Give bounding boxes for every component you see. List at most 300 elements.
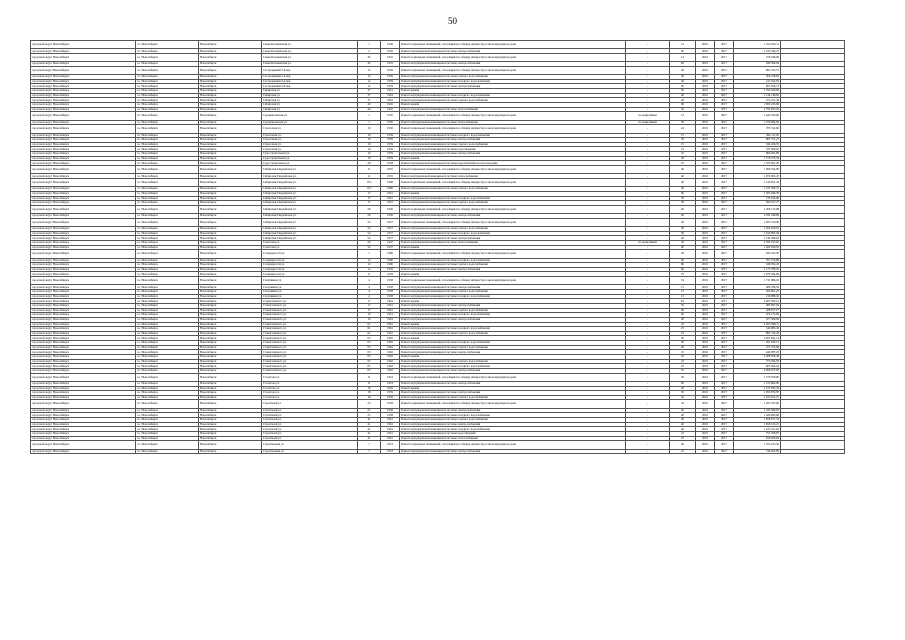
table-cell: Сибирская ул. bbox=[262, 103, 358, 108]
table-cell: Новосибирск bbox=[199, 317, 262, 322]
table-cell: 2016 bbox=[696, 290, 715, 295]
table-cell: 2 bbox=[358, 49, 381, 54]
table-cell: городской округ Новосибирск bbox=[31, 290, 136, 295]
table-cell: 2017 bbox=[715, 381, 734, 386]
table-cell: Столетова ул. bbox=[262, 386, 358, 391]
table-cell: 573 934,93 bbox=[734, 359, 781, 364]
table-cell: 15/1 bbox=[358, 178, 381, 186]
table-cell: Стрелочная ул. bbox=[262, 133, 358, 138]
table-cell: 2017 bbox=[715, 49, 734, 54]
table-cell: городской округ Новосибирск bbox=[31, 236, 136, 241]
table-cell: 4 bbox=[358, 294, 381, 299]
table-cell: Новосибирск bbox=[199, 391, 262, 396]
table-cell: Станиславского ул. bbox=[262, 359, 358, 364]
table-cell: городской округ Новосибирск bbox=[31, 152, 136, 157]
table-cell: 1961 bbox=[381, 427, 400, 432]
table-cell: городской округ Новосибирск bbox=[31, 422, 136, 427]
table-cell: 41 bbox=[358, 418, 381, 423]
table-cell: Средневолжская ул. bbox=[262, 120, 358, 125]
table-cell: Новосибирск bbox=[199, 107, 262, 112]
table-cell: Ремонт внутридомовой инженерной системы горячего водоснабжения bbox=[400, 418, 626, 423]
table-cell: городской округ Новосибирск bbox=[31, 133, 136, 138]
table-cell: г.о. Новосибирск bbox=[136, 107, 199, 112]
table-cell: 1 134 148,82 bbox=[734, 93, 781, 98]
table-cell: - bbox=[626, 368, 670, 373]
table-cell: Ремонт внутридомовой инженерной системы горячего водоснабжения bbox=[400, 227, 626, 232]
table-cell: 17 bbox=[358, 201, 381, 206]
table-cell: 2016 bbox=[696, 272, 715, 277]
table-cell: Сибирская-Гвардейская ул. bbox=[262, 236, 358, 241]
table-cell: 2017 bbox=[715, 152, 734, 157]
table-cell: Ремонт внутридомовой инженерной системы горячего водоснабжения bbox=[400, 142, 626, 147]
table-cell: Ремонт внутридомовой инженерной системы электроснабжения bbox=[400, 391, 626, 396]
table-cell: Новосибирск bbox=[199, 341, 262, 346]
table-cell: 40 bbox=[670, 240, 696, 245]
table-cell: 2017 bbox=[715, 313, 734, 318]
table-row bbox=[31, 205, 845, 213]
table-cell: - bbox=[626, 125, 670, 133]
table-cell: г.о. Новосибирск bbox=[136, 381, 199, 386]
table-cell: 2017 bbox=[715, 359, 734, 364]
table-cell: 1 263 535,00 bbox=[734, 400, 781, 408]
table-cell: 2017 bbox=[715, 331, 734, 336]
table-cell: 491 934,13 bbox=[734, 341, 781, 346]
table-cell: 45 bbox=[670, 355, 696, 360]
table-cell: Стрелочная ул. bbox=[262, 138, 358, 143]
table-cell: городской округ Новосибирск bbox=[31, 62, 136, 67]
table-cell: городской округ Новосибирск bbox=[31, 341, 136, 346]
table-cell: 2016 bbox=[696, 214, 715, 219]
table-cell: 2017 bbox=[715, 258, 734, 263]
table-cell: Сеньк Коломенская ул. bbox=[262, 53, 358, 61]
table-cell: 2017 bbox=[715, 125, 734, 133]
table-cell: 70 bbox=[670, 272, 696, 277]
table-cell: - bbox=[626, 373, 670, 381]
table-cell: 1959 bbox=[381, 79, 400, 84]
table-cell: Ремонт внутридомовой инженерной системы водоотведения bbox=[400, 431, 626, 436]
table-cell: 1955 bbox=[381, 174, 400, 179]
table-cell: Ремонт внутридомовой инженерной системы водоснабжения и водоотведения bbox=[400, 161, 626, 166]
table-cell: 1961 bbox=[381, 191, 400, 196]
table-cell: 1961 bbox=[381, 431, 400, 436]
table-cell: городской округ Новосибирск bbox=[31, 250, 136, 258]
table-cell: 1950 bbox=[381, 112, 400, 120]
table-cell: городской округ Новосибирск bbox=[31, 187, 136, 192]
table-cell: - bbox=[626, 178, 670, 186]
table-cell: г.о. Новосибирск bbox=[136, 431, 199, 436]
table-cell: г.о. Новосибирск bbox=[136, 449, 199, 454]
table-cell: Новосибирск bbox=[199, 49, 262, 54]
table-cell: 2017 bbox=[715, 201, 734, 206]
table-cell: 1960 bbox=[381, 250, 400, 258]
table-cell: городской округ Новосибирск bbox=[31, 267, 136, 272]
table-cell: г.о. Новосибирск bbox=[136, 236, 199, 241]
table-cell: 2017 bbox=[715, 373, 734, 381]
table-cell: - bbox=[626, 299, 670, 304]
table-cell: Станиславского ул. bbox=[262, 317, 358, 322]
table-row bbox=[31, 66, 845, 74]
table-cell: Ремонт внутридомовой инженерной системы теплоснабжения bbox=[400, 436, 626, 441]
table-cell: 37 bbox=[358, 89, 381, 94]
table-cell bbox=[781, 441, 845, 449]
table-cell: 25 bbox=[670, 350, 696, 355]
table-cell: Сибирская-Гвардейская ул. bbox=[262, 187, 358, 192]
table-cell: 54 bbox=[358, 236, 381, 241]
table-cell: г.о. Новосибирск bbox=[136, 49, 199, 54]
table-cell: - bbox=[626, 331, 670, 336]
table-cell: 2016 bbox=[696, 277, 715, 285]
table-cell: 25 bbox=[358, 408, 381, 413]
table-cell: г.о. Новосибирск bbox=[136, 294, 199, 299]
table-cell: 1961 bbox=[381, 313, 400, 318]
table-cell: 2017 bbox=[715, 138, 734, 143]
table-cell: 41 bbox=[358, 436, 381, 441]
table-cell: 41 bbox=[358, 427, 381, 432]
table-cell: городской округ Новосибирск bbox=[31, 431, 136, 436]
table-cell: г.о. Новосибирск bbox=[136, 436, 199, 441]
table-cell: 60 bbox=[670, 49, 696, 54]
table-cell: 30 bbox=[670, 196, 696, 201]
table-cell: Ремонт внутридомовой инженерной системы электроснабжения bbox=[400, 368, 626, 373]
table-cell: Ремонт внутридомовой инженерной системы электроснабжения bbox=[400, 449, 626, 454]
table-cell: 63 bbox=[358, 336, 381, 341]
table-cell: 25 bbox=[670, 436, 696, 441]
table-cell: 36 bbox=[670, 373, 696, 381]
table-cell: 54 bbox=[358, 218, 381, 226]
table-cell: 1958 bbox=[381, 408, 400, 413]
table-cell: Ремонт крыши bbox=[400, 272, 626, 277]
table-cell: 2016 bbox=[696, 133, 715, 138]
table-cell: 40 bbox=[670, 98, 696, 103]
table-cell: городской округ Новосибирск bbox=[31, 89, 136, 94]
table-body bbox=[31, 41, 845, 454]
table-cell: г.о. Новосибирск bbox=[136, 313, 199, 318]
table-cell: Новосибирск bbox=[199, 89, 262, 94]
table-cell: Судостроительная ул. bbox=[262, 156, 358, 161]
table-cell: 1960 bbox=[381, 258, 400, 263]
table-cell: Сестрорецкий 2-й пер. bbox=[262, 84, 358, 89]
table-cell: 2016 bbox=[696, 418, 715, 423]
table-row bbox=[31, 441, 845, 449]
table-cell bbox=[781, 205, 845, 213]
table-cell: 19 bbox=[358, 152, 381, 157]
table-cell: 19 bbox=[358, 125, 381, 133]
table-cell: г.о. Новосибирск bbox=[136, 174, 199, 179]
table-cell: 12 bbox=[358, 79, 381, 84]
table-cell: городской округ Новосибирск bbox=[31, 391, 136, 396]
table-cell: г.о. Новосибирск bbox=[136, 187, 199, 192]
table-cell: Станиславского ул. bbox=[262, 331, 358, 336]
table-cell: 1961 bbox=[381, 98, 400, 103]
table-cell: 1959 bbox=[381, 152, 400, 157]
table-cell: 60 bbox=[670, 381, 696, 386]
table-cell: городской округ Новосибирск bbox=[31, 313, 136, 318]
table-cell: Новосибирск bbox=[199, 196, 262, 201]
table-cell: Ремонт крыши bbox=[400, 322, 626, 327]
table-cell: 40 bbox=[670, 413, 696, 418]
table-cell: 2016 bbox=[696, 49, 715, 54]
table-cell: 2016 bbox=[696, 152, 715, 157]
table-cell: г.о. Новосибирск bbox=[136, 364, 199, 369]
table-cell: 40 bbox=[670, 408, 696, 413]
table-cell: 60 bbox=[670, 103, 696, 108]
table-cell: г.о. Новосибирск bbox=[136, 400, 199, 408]
table-cell: - bbox=[626, 294, 670, 299]
table-cell: 1 099 164,00 bbox=[734, 166, 781, 174]
table-cell: 40 bbox=[670, 418, 696, 423]
table-cell: 2017 bbox=[715, 41, 734, 49]
table-cell: Станиславского ул. bbox=[262, 355, 358, 360]
table-cell: 2017 bbox=[715, 196, 734, 201]
table-cell: Новосибирск bbox=[199, 381, 262, 386]
table-cell: Ремонт внутридомовой инженерной системы холодного водоснабжения bbox=[400, 231, 626, 236]
table-cell: Новосибирск bbox=[199, 142, 262, 147]
table-cell: Ремонт внутридомовой инженерной системы холодного водоснабжения bbox=[400, 427, 626, 432]
table-cell: городской округ Новосибирск bbox=[31, 75, 136, 80]
table-cell: г.о. Новосибирск bbox=[136, 272, 199, 277]
table-cell: Ремонт подвальных помещений, относящихся к общему имуществу в многоквартирном доме bbox=[400, 53, 626, 61]
table-cell: 2017 bbox=[715, 133, 734, 138]
table-cell: Новосибирск bbox=[199, 368, 262, 373]
table-cell: 1 143 951,43 bbox=[734, 178, 781, 186]
table-cell: 1956 bbox=[381, 41, 400, 49]
table-cell: Новосибирск bbox=[199, 62, 262, 67]
table-cell: 2017 bbox=[715, 341, 734, 346]
table-cell: Ремонт внутридомовой инженерной системы электроснабжения bbox=[400, 267, 626, 272]
table-cell: 1961 bbox=[381, 201, 400, 206]
table-cell: 7 bbox=[358, 449, 381, 454]
table-cell: - bbox=[626, 400, 670, 408]
table-cell: 477 309,09 bbox=[734, 317, 781, 322]
table-cell: 54 bbox=[358, 227, 381, 232]
table-cell: 2016 bbox=[696, 368, 715, 373]
table-cell: Сибирская ул. bbox=[262, 107, 358, 112]
table-cell: 819 829,64 bbox=[734, 436, 781, 441]
table-cell: 11 bbox=[358, 373, 381, 381]
table-cell: 1 bbox=[358, 112, 381, 120]
table-cell: городской округ Новосибирск bbox=[31, 240, 136, 245]
repair-plan-table bbox=[30, 40, 845, 454]
table-cell: городской округ Новосибирск bbox=[31, 308, 136, 313]
table-cell: 40 bbox=[670, 93, 696, 98]
table-cell: Ремонт внутридомовой инженерной системы холодного водоснабжения bbox=[400, 313, 626, 318]
table-cell: г.о. Новосибирск bbox=[136, 240, 199, 245]
table-cell: Новосибирск bbox=[199, 214, 262, 219]
table-cell: 2017 bbox=[715, 308, 734, 313]
table-cell: городской округ Новосибирск bbox=[31, 331, 136, 336]
table-cell: - bbox=[626, 436, 670, 441]
table-cell: 15 bbox=[670, 285, 696, 290]
table-cell: 63 bbox=[358, 341, 381, 346]
table-cell: 1 262 616,91 bbox=[734, 227, 781, 232]
table-cell: Новосибирск bbox=[199, 236, 262, 241]
table-cell: 2016 bbox=[696, 79, 715, 84]
table-cell: Новосибирск bbox=[199, 178, 262, 186]
table-cell: 1958 bbox=[381, 413, 400, 418]
table-cell: Новосибирск bbox=[199, 120, 262, 125]
table-cell: 2017 bbox=[715, 355, 734, 360]
table-cell: городской округ Новосибирск bbox=[31, 191, 136, 196]
table-cell: 2016 bbox=[696, 299, 715, 304]
table-cell: 2017 bbox=[715, 267, 734, 272]
table-cell: 25 bbox=[670, 161, 696, 166]
table-cell: 1961 bbox=[381, 317, 400, 322]
page-number: 50 bbox=[448, 16, 457, 26]
table-cell: 61 bbox=[358, 322, 381, 327]
table-cell: г.о. Новосибирск bbox=[136, 263, 199, 268]
table-row bbox=[31, 53, 845, 61]
table-cell: 2017 bbox=[715, 327, 734, 332]
table-cell: 2016 bbox=[696, 303, 715, 308]
table-cell: 54 bbox=[358, 231, 381, 236]
table-cell: 2017 bbox=[715, 277, 734, 285]
table-cell: городской округ Новосибирск bbox=[31, 272, 136, 277]
table-cell: 1 553 235,30 bbox=[734, 441, 781, 449]
table-cell: городской округ Новосибирск bbox=[31, 120, 136, 125]
table-cell: г.о. Новосибирск bbox=[136, 386, 199, 391]
table-cell: 1 155 604,00 bbox=[734, 381, 781, 386]
table-cell: 2016 bbox=[696, 331, 715, 336]
table-cell: Новосибирск bbox=[199, 272, 262, 277]
table-cell: 605 462,45 bbox=[734, 364, 781, 369]
table-cell: 2016 bbox=[696, 313, 715, 318]
table-cell: 25 bbox=[670, 431, 696, 436]
table-cell: г.о. Новосибирск bbox=[136, 156, 199, 161]
table-cell: Сибирская-Гвардейская ул. bbox=[262, 196, 358, 201]
table-cell: - bbox=[626, 191, 670, 196]
table-cell: 19 bbox=[358, 317, 381, 322]
table-cell: 2017 bbox=[715, 62, 734, 67]
table-cell: 2017 bbox=[715, 178, 734, 186]
table-cell: 2017 bbox=[715, 205, 734, 213]
table-cell: - bbox=[626, 441, 670, 449]
table-cell: Столетова ул. bbox=[262, 395, 358, 400]
table-cell: 2017 bbox=[715, 299, 734, 304]
table-cell: - bbox=[626, 391, 670, 396]
table-cell: 1953 bbox=[381, 449, 400, 454]
table-cell: 19 bbox=[358, 133, 381, 138]
table-cell: г.о. Новосибирск bbox=[136, 331, 199, 336]
table-cell: 1960 bbox=[381, 187, 400, 192]
table-cell: 2016 bbox=[696, 386, 715, 391]
table-cell: 2017 bbox=[715, 422, 734, 427]
table-cell: 2017 bbox=[715, 231, 734, 236]
table-cell: 40 bbox=[670, 178, 696, 186]
table-cell: Ремонт крыши bbox=[400, 103, 626, 108]
table-cell: городской округ Новосибирск bbox=[31, 355, 136, 360]
table-cell: 2017 bbox=[715, 436, 734, 441]
table-cell: 40 bbox=[670, 75, 696, 80]
table-row bbox=[31, 449, 845, 454]
table-cell: 40 bbox=[670, 336, 696, 341]
table-cell: 20 bbox=[358, 240, 381, 245]
table-cell: г.о. Новосибирск bbox=[136, 201, 199, 206]
table-cell: - bbox=[626, 93, 670, 98]
table-cell: 2016 bbox=[696, 196, 715, 201]
table-cell: 2017 bbox=[715, 418, 734, 423]
table-cell: 12 bbox=[670, 112, 696, 120]
table-cell: 1962 bbox=[381, 341, 400, 346]
table-cell: 866 401,86 bbox=[734, 152, 781, 157]
table-cell: 2017 bbox=[715, 250, 734, 258]
table-cell: Сибирская-Гвардейская ул. bbox=[262, 178, 358, 186]
table-cell: Ремонт внутридомовой инженерной системы холодного водоснабжения bbox=[400, 364, 626, 369]
table-cell: 19 bbox=[358, 156, 381, 161]
table-cell: Новосибирск bbox=[199, 400, 262, 408]
table-cell: 63 bbox=[358, 350, 381, 355]
table-cell: Ремонт подвальных помещений, относящихся к общему имуществу в многоквартирном доме bbox=[400, 41, 626, 49]
table-cell: Станиславского ул. bbox=[262, 345, 358, 350]
table-cell bbox=[781, 178, 845, 186]
table-cell: Ремонт внутридомовой инженерной системы водоотведения bbox=[400, 147, 626, 152]
table-cell: 32 bbox=[670, 400, 696, 408]
table-cell: 2017 bbox=[715, 187, 734, 192]
table-cell: 2016 bbox=[696, 112, 715, 120]
table-cell: 1959 bbox=[381, 272, 400, 277]
table-cell: Новосибирск bbox=[199, 364, 262, 369]
table-cell: 65 bbox=[670, 299, 696, 304]
table-cell: 19 bbox=[358, 142, 381, 147]
table-cell: г.о. Новосибирск bbox=[136, 138, 199, 143]
table-cell: Новосибирск bbox=[199, 386, 262, 391]
table-cell: Сибирская-Гвардейская ул. bbox=[262, 166, 358, 174]
table-cell: - bbox=[626, 107, 670, 112]
table-cell: 26 bbox=[358, 205, 381, 213]
table-cell: г.о. Новосибирск bbox=[136, 79, 199, 84]
table-cell: Сибирская ул. bbox=[262, 89, 358, 94]
table-cell: Солидарности ул. bbox=[262, 250, 358, 258]
table-cell: Ремонт внутридомовой инженерной системы теплоснабжения bbox=[400, 120, 626, 125]
table-cell: г.о. Новосибирск bbox=[136, 368, 199, 373]
table-cell: 1 766 456,96 bbox=[734, 89, 781, 94]
table-cell: городской округ Новосибирск bbox=[31, 322, 136, 327]
table-cell: городской округ Новосибирск bbox=[31, 441, 136, 449]
table-cell: - bbox=[626, 290, 670, 295]
table-cell: 2016 bbox=[696, 174, 715, 179]
table-cell: 2017 bbox=[715, 191, 734, 196]
table-cell: городской округ Новосибирск bbox=[31, 299, 136, 304]
table-cell: 1956 bbox=[381, 49, 400, 54]
table-cell: г.о. Новосибирск bbox=[136, 231, 199, 236]
table-cell: - bbox=[626, 62, 670, 67]
table-cell: Советская ул. bbox=[262, 245, 358, 250]
table-cell: 1962 bbox=[381, 364, 400, 369]
table-cell: 35 bbox=[670, 303, 696, 308]
table-cell: г.о. Новосибирск bbox=[136, 166, 199, 174]
table-cell: Ремонт внутридомовой инженерной системы электроснабжения bbox=[400, 152, 626, 157]
table-cell: городской округ Новосибирск bbox=[31, 436, 136, 441]
table-cell: 1956 bbox=[381, 214, 400, 219]
table-cell: Ремонт внутридомовой инженерной системы горячего водоснабжения bbox=[400, 75, 626, 80]
table-cell: 50 bbox=[670, 89, 696, 94]
table-cell: - bbox=[626, 201, 670, 206]
table-cell: 1962 bbox=[381, 355, 400, 360]
table-cell: Новосибирск bbox=[199, 103, 262, 108]
table-cell: г.о. Новосибирск bbox=[136, 245, 199, 250]
table-cell: 1962 bbox=[381, 368, 400, 373]
table-cell: 2017 bbox=[715, 245, 734, 250]
table-cell: Новосибирск bbox=[199, 93, 262, 98]
table-cell: 2017 bbox=[715, 156, 734, 161]
table-cell: Столетова ул. bbox=[262, 391, 358, 396]
table-cell: 2017 bbox=[715, 98, 734, 103]
table-cell: 2017 bbox=[715, 336, 734, 341]
table-cell: 865 751,21 bbox=[734, 138, 781, 143]
table-cell bbox=[781, 400, 845, 408]
table-cell: 735 014,06 bbox=[734, 196, 781, 201]
table-cell: - bbox=[626, 227, 670, 232]
table-cell: Ремонт внутридомовой инженерной системы холодного водоснабжения bbox=[400, 294, 626, 299]
